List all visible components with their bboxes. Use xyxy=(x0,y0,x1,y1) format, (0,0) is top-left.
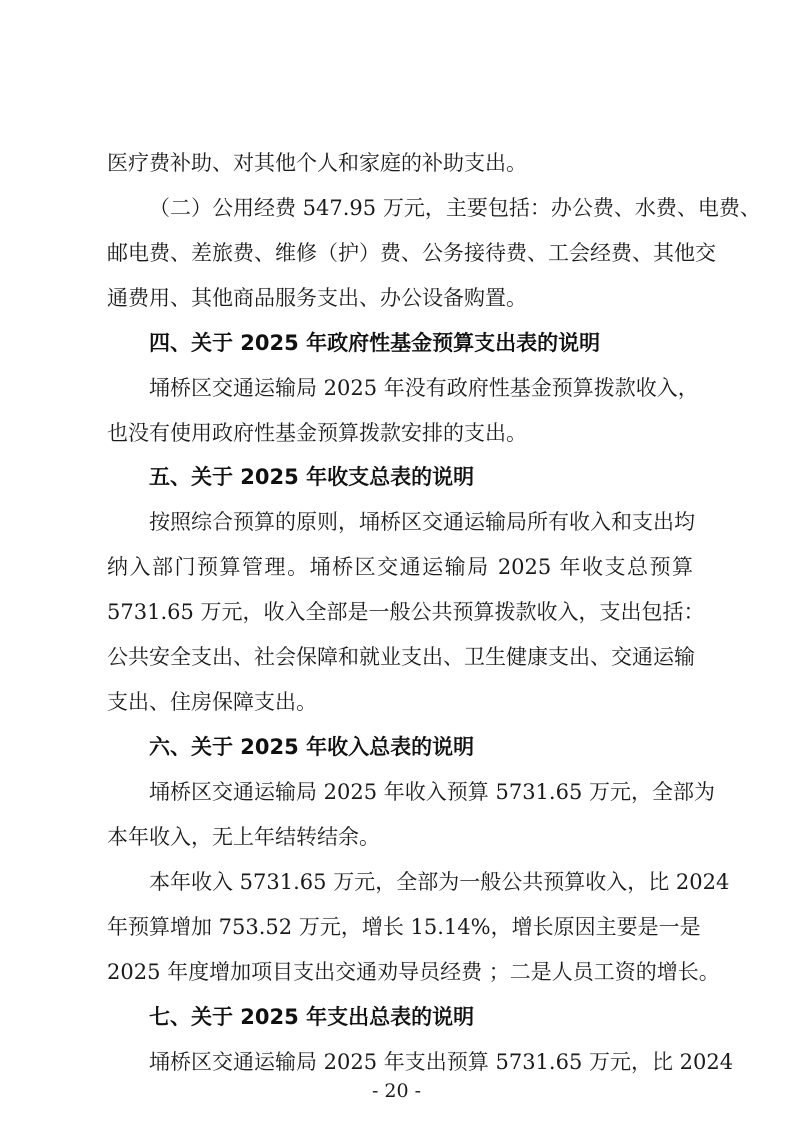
paragraph-line: 按照综合预算的原则，埇桥区交通运输局所有收入和支出均 xyxy=(149,510,695,534)
page-number: - 20 - xyxy=(371,1080,422,1102)
paragraph-line: 埇桥区交通运输局 2025 年收入预算 5731.65 万元，全部为 xyxy=(149,780,715,804)
paragraph-line: 邮电费、差旅费、维修（护）费、公务接待费、工会经费、其他交 xyxy=(107,241,716,265)
section-heading: 六、关于 2025 年收入总表的说明 xyxy=(149,735,475,759)
paragraph-line: 通费用、其他商品服务支出、办公设备购置。 xyxy=(107,286,527,310)
paragraph-line: 纳入部门预算管理。埇桥区交通运输局 2025 年收支总预算 xyxy=(107,555,693,579)
paragraph-line: 本年收入，无上年结转结余。 xyxy=(107,825,380,849)
paragraph-line: 2025 年度增加项目支出交通劝导员经费 ；二是人员工资的增长。 xyxy=(107,960,720,984)
section-heading: 七、关于 2025 年支出总表的说明 xyxy=(149,1005,475,1029)
paragraph-line: 也没有使用政府性基金预算拨款安排的支出。 xyxy=(107,421,527,445)
section-heading: 五、关于 2025 年收支总表的说明 xyxy=(149,465,475,489)
paragraph-line: 埇桥区交通运输局 2025 年没有政府性基金预算拨款收入， xyxy=(149,376,699,400)
paragraph-line: 支出、住房保障支出。 xyxy=(107,690,317,714)
section-heading: 四、关于 2025 年政府性基金预算支出表的说明 xyxy=(149,331,601,355)
paragraph-line: （二）公用经费 547.95 万元，主要包括：办公费、水费、电费、 xyxy=(149,196,761,220)
paragraph-line: 年预算增加 753.52 万元，增长 15.14%，增长原因主要是一是 xyxy=(107,915,701,939)
paragraph-line: 医疗费补助、对其他个人和家庭的补助支出。 xyxy=(107,151,527,175)
paragraph-line: 埇桥区交通运输局 2025 年支出预算 5731.65 万元，比 2024 xyxy=(149,1050,734,1074)
paragraph-line: 本年收入 5731.65 万元，全部为一般公共预算收入，比 2024 xyxy=(149,870,730,894)
paragraph-line: 5731.65 万元，收入全部是一般公共预算拨款收入，支出包括： xyxy=(107,600,705,624)
paragraph-line: 公共安全支出、社会保障和就业支出、卫生健康支出、交通运输 xyxy=(107,645,695,669)
